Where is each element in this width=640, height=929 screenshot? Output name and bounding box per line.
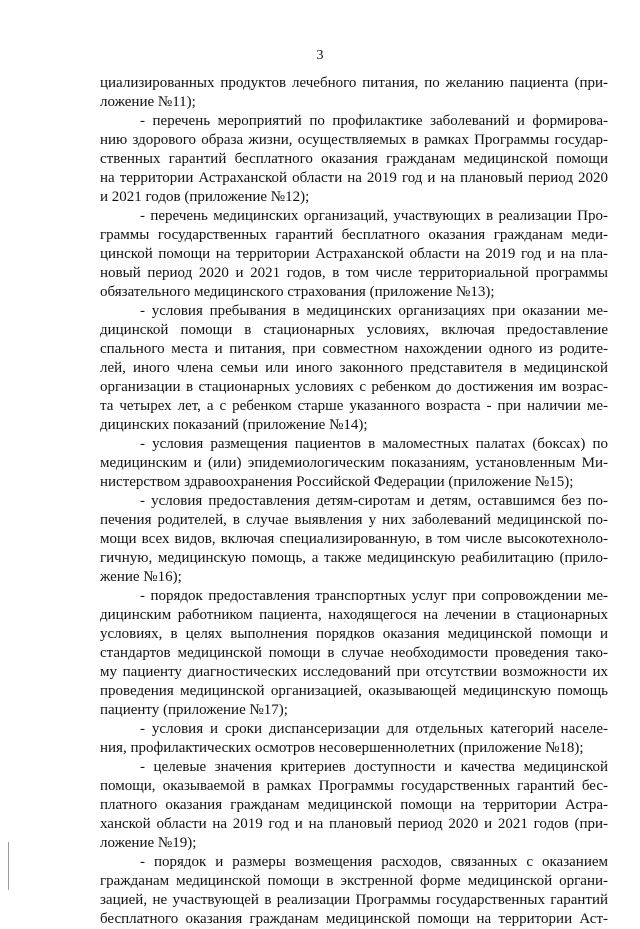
scan-margin-mark [8,842,9,890]
paragraph-first-line: - перечень медицинских организаций, участвующих в реализации Про- [140,208,608,224]
text-line: граммы государственных гарантий бесплатного оказания гражданам меди- [100,227,608,243]
paragraph-first-line: - условия размещения пациентов в маломестных палатах (боксах) по [140,436,608,452]
text-line: спального места и питания, при совместном нахождении одного из родите- [100,341,608,357]
text-line: ния, профилактических осмотров несовершеннолетних (приложение №18); [100,740,584,756]
text-line: стандартов медицинской помощи в случае необходимости проведения тако- [100,645,608,661]
page-number: 3 [316,48,324,63]
paragraph-first-line: - порядок и размеры возмещения расходов, связанных с оказанием [140,854,608,870]
text-line: ственных гарантий бесплатного оказания гражданам медицинской помощи [100,151,608,167]
paragraph-first-line: - условия предоставления детям-сиротам и детям, оставшимся без по- [140,493,608,509]
text-line: новый период 2020 и 2021 годов, в том числе территориальной программы [100,265,608,281]
text-line: гичную, медицинскую помощь, а также медицинскую реабилитацию (прило- [100,550,608,566]
paragraph-first-line: - условия пребывания в медицинских организациях при оказании ме- [140,303,608,319]
paragraph-first-line: - целевые значения критериев доступности и качества медицинской [140,759,608,775]
text-line: платного оказания гражданам медицинской помощи на территории Астра- [100,797,608,813]
text-line: цинской помощи на территории Астраханской области на 2019 год и на пла- [100,246,608,262]
text-line: ложение №11); [100,94,196,110]
text-line: медицинским и (или) эпидемиологическим показаниям, установленным Ми- [100,455,608,471]
text-line: мощи всех видов, включая специализированную, в том числе высокотехноло- [100,531,608,547]
text-line: ложение №19); [100,835,197,851]
paragraph-first-line: - условия и сроки диспансеризации для отдельных категорий населе- [140,721,608,737]
text-line: печения родителей, в случае выявления у них заболеваний медицинской по- [100,512,608,528]
text-line: дицинским работником пациента, находящегося на лечении в стационарных [100,607,608,623]
text-line: и 2021 годов (приложение №12); [100,189,310,205]
text-line: гражданам медицинской помощи в экстренной форме медицинской органи- [100,873,608,889]
text-line: нистерством здравоохранения Российской Федерации (приложение №15); [100,474,574,490]
paragraph-first-line: - перечень мероприятий по профилактике заболеваний и формирова- [140,113,608,129]
text-line: помощи, оказываемой в рамках Программы государственных гарантий бес- [100,778,608,794]
text-line: дицинских показаний (приложение №14); [100,417,368,433]
text-line: зацией, не участвующей в реализации Программы государственных гарантий [100,892,608,908]
text-line: проведения медицинской организацией, оказывающей медицинскую помощь [100,683,608,699]
text-line: дицинской помощи в стационарных условиях, включая предоставление [100,322,608,338]
text-line: организации в стационарных условиях с ребенком до достижения им возрас- [100,379,608,395]
text-line: пациенту (приложение №17); [100,702,288,718]
text-line: бесплатного оказания гражданам медицинской помощи на территории Аст- [100,911,608,927]
text-line: ханской области на 2019 год и на плановый период 2020 и 2021 годов (при- [100,816,608,832]
text-line: му пациенту диагностических исследований при отсутствии возможности их [100,664,608,680]
text-line: нию здорового образа жизни, осуществляемых в рамках Программы государ- [100,132,608,148]
text-line: жение №16); [100,569,182,585]
text-line: та четырех лет, а с ребенком старше указанного возраста - при наличии ме- [100,398,608,414]
text-line: на территории Астраханской области на 2019 год и на плановый период 2020 [100,170,608,186]
text-line: обязательного медицинского страхования (приложение №13); [100,284,495,300]
text-line: лей, иного члена семьи или иного законного представителя в медицинской [100,360,608,376]
text-line: условиях, в целях выполнения порядков оказания медицинской помощи и [100,626,608,642]
paragraph-first-line: - порядок предоставления транспортных услуг при сопровождении ме- [140,588,608,604]
text-line: циализированных продуктов лечебного питания, по желанию пациента (при- [100,75,608,91]
document-body [100,74,608,929]
